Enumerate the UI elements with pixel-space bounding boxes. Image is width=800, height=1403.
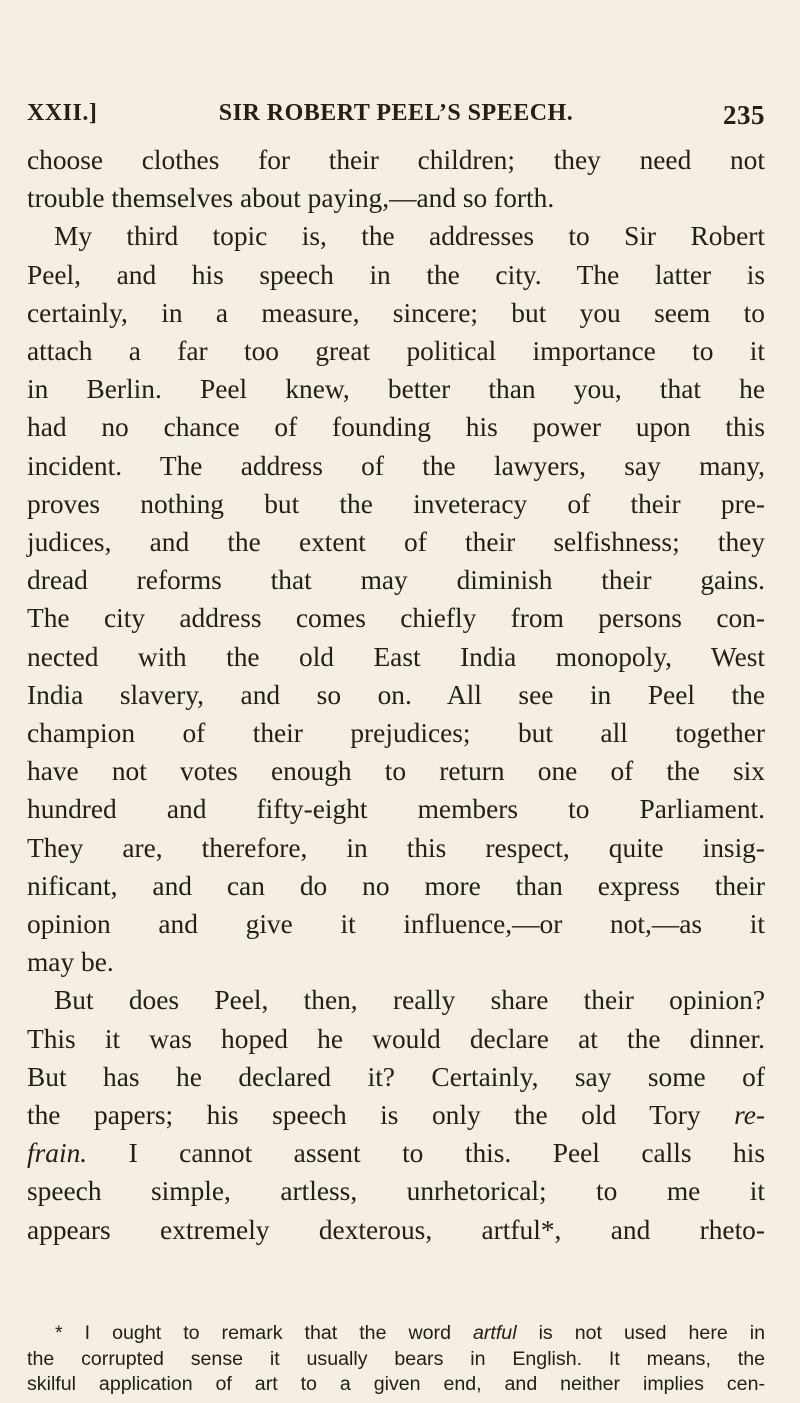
text-line: appears extremely dexterous, artful*, and rheto-: [27, 1214, 765, 1245]
footnote-line: the corrupted sense it usually bears in English. It means, the: [27, 1347, 765, 1370]
text-line: in Berlin. Peel knew, better than you, that he: [27, 374, 765, 405]
text-line: may be.: [27, 947, 114, 978]
text-line: had no chance of founding his power upon this: [27, 412, 765, 443]
text-line: hundred and fifty-eight members to Parliament.: [27, 794, 765, 825]
text-line: But has he declared it? Certainly, say some of: [27, 1061, 765, 1092]
text-line: My third topic is, the addresses to Sir Robert: [54, 221, 765, 252]
text-line: [27, 1096, 765, 1134]
footnote: [27, 1321, 765, 1398]
text-line: Peel, and his speech in the city. The latter is: [27, 259, 765, 290]
text-line: have not votes enough to return one of the six: [27, 756, 765, 787]
body-text: [27, 141, 765, 1249]
text-line: nificant, and can do no more than express their: [27, 870, 765, 901]
text-line: [27, 1134, 765, 1172]
text-segment: I ought to remark that the word: [84, 1322, 473, 1344]
text-line: champion of their prejudices; but all together: [27, 718, 765, 749]
text-line: incident. The address of the lawyers, say many,: [27, 450, 765, 481]
text-segment: I cannot assent to this. Peel calls his: [128, 1138, 765, 1169]
text-segment: is not used here in: [516, 1322, 766, 1344]
text-line: They are, therefore, in this respect, quite insig-: [27, 832, 765, 863]
text-segment: the papers; his speech is only the old Tory: [27, 1100, 735, 1131]
text-line: But does Peel, then, really share their opinion?: [54, 985, 765, 1016]
text-line: attach a far too great political importance to it: [27, 336, 765, 367]
italic-word: frain.: [27, 1138, 88, 1169]
text-line: opinion and give it influence,—or not,—as it: [27, 909, 765, 940]
text-line: trouble themselves about paying,—and so forth.: [27, 183, 555, 214]
chapter-marker: XXII.]: [27, 100, 98, 126]
italic-word: re-: [734, 1100, 765, 1131]
italic-word: artful: [473, 1322, 517, 1344]
footnote-line: skilful application of art to a given end, and neither implies cen-: [27, 1373, 765, 1395]
page-number: 235: [723, 100, 765, 130]
text-line: India slavery, and so on. All see in Peel the: [27, 679, 765, 710]
running-title: SIR ROBERT PEEL’S SPEECH.: [218, 100, 574, 126]
footnote-marker: *: [55, 1322, 63, 1344]
text-line: certainly, in a measure, sincere; but you seem to: [27, 297, 765, 328]
footnote-line: [27, 1321, 765, 1347]
running-header: [27, 100, 765, 140]
text-line: judices, and the extent of their selfishness; they: [27, 527, 765, 558]
text-line: choose clothes for their children; they need not: [27, 145, 765, 175]
text-line: nected with the old East India monopoly, West: [27, 641, 765, 672]
text-line: This it was hoped he would declare at the dinner.: [27, 1023, 765, 1054]
text-line: The city address comes chiefly from persons con-: [27, 603, 765, 634]
text-line: dread reforms that may diminish their gains.: [27, 565, 765, 596]
text-line: speech simple, artless, unrhetorical; to me it: [27, 1176, 765, 1207]
text-line: proves nothing but the inveteracy of their pre-: [27, 488, 765, 519]
